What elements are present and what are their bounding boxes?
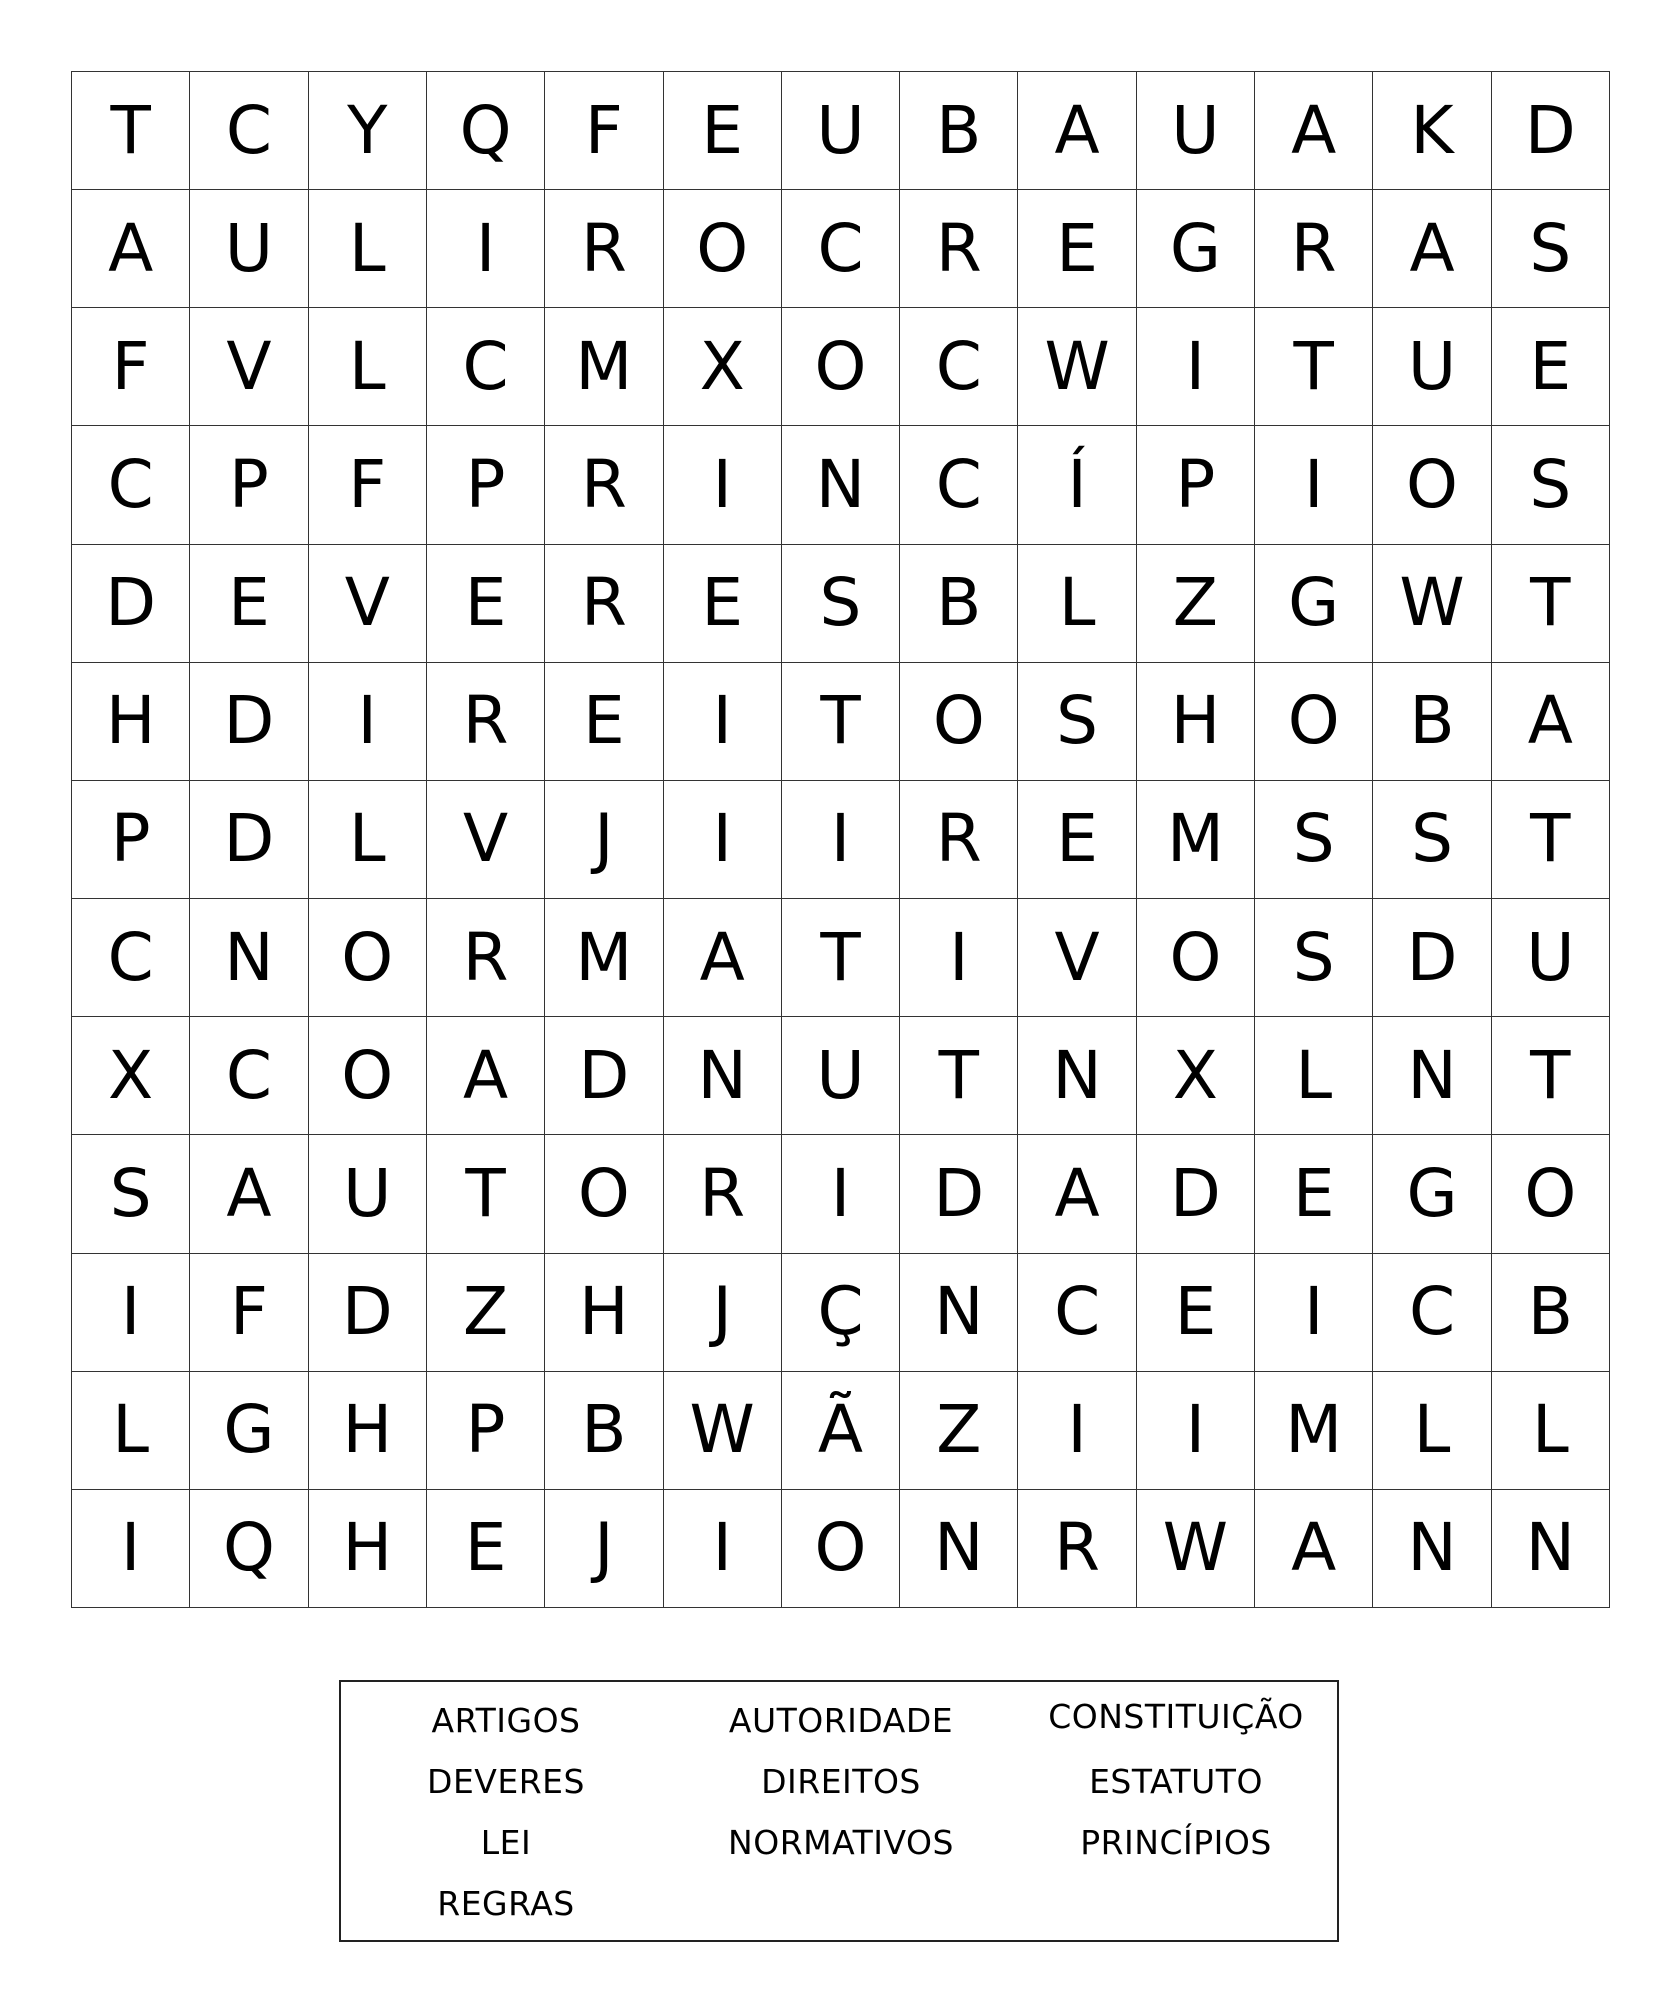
grid-cell[interactable]: R <box>427 899 545 1017</box>
grid-cell[interactable]: O <box>900 663 1018 781</box>
grid-cell[interactable]: R <box>545 190 663 308</box>
grid-cell[interactable]: I <box>427 190 545 308</box>
grid-cell[interactable]: A <box>1255 1490 1373 1608</box>
grid-cell[interactable]: A <box>190 1135 308 1253</box>
grid-cell[interactable]: Q <box>190 1490 308 1608</box>
grid-cell[interactable]: P <box>1137 426 1255 544</box>
grid-cell[interactable]: E <box>1137 1254 1255 1372</box>
grid-cell[interactable]: O <box>309 899 427 1017</box>
grid-cell[interactable]: R <box>664 1135 782 1253</box>
word-item: DIREITOS <box>761 1762 921 1801</box>
grid-cell[interactable]: T <box>1492 1017 1610 1135</box>
grid-cell[interactable]: A <box>1255 72 1373 190</box>
grid-cell[interactable]: B <box>1492 1254 1610 1372</box>
grid-cell[interactable]: U <box>190 190 308 308</box>
word-item: LEI <box>480 1823 532 1862</box>
grid-cell[interactable]: Z <box>1137 545 1255 663</box>
grid-cell[interactable]: C <box>1373 1254 1491 1372</box>
grid-cell[interactable]: Í <box>1018 426 1136 544</box>
grid-cell[interactable]: T <box>427 1135 545 1253</box>
grid-cell[interactable]: D <box>1137 1135 1255 1253</box>
grid-cell[interactable]: P <box>427 426 545 544</box>
grid-cell[interactable]: R <box>1018 1490 1136 1608</box>
grid-cell[interactable]: A <box>1492 663 1610 781</box>
grid-cell[interactable]: O <box>664 190 782 308</box>
grid-cell[interactable]: Y <box>309 72 427 190</box>
grid-cell[interactable]: U <box>1373 308 1491 426</box>
grid-cell[interactable]: B <box>1373 663 1491 781</box>
grid-cell[interactable]: E <box>664 545 782 663</box>
word-item: AUTORIDADE <box>728 1701 954 1740</box>
grid-cell[interactable]: F <box>309 426 427 544</box>
grid-cell[interactable]: E <box>545 663 663 781</box>
grid-cell[interactable]: S <box>1492 426 1610 544</box>
grid-cell[interactable]: O <box>545 1135 663 1253</box>
grid-cell[interactable]: T <box>1492 781 1610 899</box>
grid-cell[interactable]: C <box>900 308 1018 426</box>
grid-cell[interactable]: D <box>545 1017 663 1135</box>
letter-grid <box>71 71 1610 1608</box>
grid-cell[interactable]: N <box>1018 1017 1136 1135</box>
grid-cell[interactable]: P <box>72 781 190 899</box>
grid-cell[interactable]: X <box>664 308 782 426</box>
grid-cell[interactable]: O <box>782 1490 900 1608</box>
grid-cell[interactable]: J <box>545 781 663 899</box>
word-item: NORMATIVOS <box>728 1823 954 1862</box>
grid-cell[interactable]: C <box>190 1017 308 1135</box>
grid-cell[interactable]: F <box>190 1254 308 1372</box>
grid-cell[interactable]: L <box>1492 1372 1610 1490</box>
grid-cell[interactable]: C <box>1018 1254 1136 1372</box>
grid-cell[interactable]: I <box>782 1135 900 1253</box>
grid-cell[interactable]: S <box>1018 663 1136 781</box>
grid-cell[interactable]: A <box>72 190 190 308</box>
grid-cell[interactable]: N <box>190 899 308 1017</box>
grid-cell[interactable]: M <box>545 899 663 1017</box>
grid-cell[interactable]: A <box>1018 1135 1136 1253</box>
grid-cell[interactable]: N <box>900 1254 1018 1372</box>
grid-cell[interactable]: L <box>72 1372 190 1490</box>
grid-cell[interactable]: E <box>427 1490 545 1608</box>
grid-cell[interactable]: S <box>1492 190 1610 308</box>
grid-cell[interactable]: W <box>1018 308 1136 426</box>
grid-cell[interactable]: O <box>782 308 900 426</box>
grid-cell[interactable]: Q <box>427 72 545 190</box>
grid-cell[interactable]: R <box>545 545 663 663</box>
grid-cell[interactable]: H <box>72 663 190 781</box>
grid-cell[interactable]: T <box>72 72 190 190</box>
grid-cell[interactable]: I <box>782 781 900 899</box>
grid-cell[interactable]: I <box>1255 1254 1373 1372</box>
grid-cell[interactable]: H <box>309 1372 427 1490</box>
grid-cell[interactable]: D <box>190 663 308 781</box>
grid-cell[interactable]: H <box>545 1254 663 1372</box>
grid-cell[interactable]: I <box>72 1254 190 1372</box>
grid-cell[interactable]: O <box>1255 663 1373 781</box>
grid-cell[interactable]: R <box>900 781 1018 899</box>
grid-cell[interactable]: Ç <box>782 1254 900 1372</box>
grid-cell[interactable]: K <box>1373 72 1491 190</box>
grid-cell[interactable]: N <box>664 1017 782 1135</box>
grid-cell[interactable]: Z <box>427 1254 545 1372</box>
grid-cell[interactable]: T <box>1492 545 1610 663</box>
grid-cell[interactable]: E <box>1018 190 1136 308</box>
grid-cell[interactable]: L <box>1018 545 1136 663</box>
grid-cell[interactable]: A <box>1018 72 1136 190</box>
grid-cell[interactable]: Ã <box>782 1372 900 1490</box>
grid-cell[interactable]: G <box>1137 190 1255 308</box>
grid-cell[interactable]: N <box>1373 1017 1491 1135</box>
grid-cell[interactable]: J <box>545 1490 663 1608</box>
grid-cell[interactable]: C <box>782 190 900 308</box>
grid-cell[interactable]: D <box>1492 72 1610 190</box>
grid-cell[interactable]: A <box>1373 190 1491 308</box>
grid-cell[interactable]: E <box>1255 1135 1373 1253</box>
grid-cell[interactable]: C <box>427 308 545 426</box>
grid-cell[interactable]: W <box>1137 1490 1255 1608</box>
grid-cell[interactable]: C <box>190 72 308 190</box>
grid-cell[interactable]: I <box>309 663 427 781</box>
grid-cell[interactable]: G <box>190 1372 308 1490</box>
grid-cell[interactable]: A <box>427 1017 545 1135</box>
grid-cell[interactable]: N <box>1492 1490 1610 1608</box>
grid-cell[interactable]: P <box>427 1372 545 1490</box>
grid-cell[interactable]: L <box>309 308 427 426</box>
word-item: ARTIGOS <box>431 1701 581 1740</box>
grid-cell[interactable]: V <box>190 308 308 426</box>
grid-cell[interactable]: E <box>427 545 545 663</box>
grid-cell[interactable]: C <box>72 426 190 544</box>
word-list <box>339 1680 1339 1942</box>
grid-cell[interactable]: X <box>1137 1017 1255 1135</box>
grid-cell[interactable]: S <box>1373 781 1491 899</box>
grid-cell[interactable]: U <box>782 1017 900 1135</box>
grid-cell[interactable]: E <box>664 72 782 190</box>
grid-cell[interactable]: L <box>1255 1017 1373 1135</box>
grid-cell[interactable]: M <box>545 308 663 426</box>
grid-cell[interactable]: L <box>1373 1372 1491 1490</box>
grid-cell[interactable]: D <box>72 545 190 663</box>
grid-cell[interactable]: I <box>664 663 782 781</box>
grid-cell[interactable]: I <box>664 781 782 899</box>
grid-cell[interactable]: O <box>1373 426 1491 544</box>
grid-cell[interactable]: A <box>664 899 782 1017</box>
grid-cell[interactable]: L <box>309 190 427 308</box>
grid-cell[interactable]: D <box>190 781 308 899</box>
grid-cell[interactable]: I <box>72 1490 190 1608</box>
grid-cell[interactable]: M <box>1255 1372 1373 1490</box>
grid-cell[interactable]: V <box>427 781 545 899</box>
grid-cell[interactable]: N <box>900 1490 1018 1608</box>
grid-cell[interactable]: M <box>1137 781 1255 899</box>
grid-cell[interactable]: P <box>190 426 308 544</box>
grid-cell[interactable]: Z <box>900 1372 1018 1490</box>
grid-cell[interactable]: I <box>1137 1372 1255 1490</box>
grid-cell[interactable]: B <box>900 72 1018 190</box>
word-item: ESTATUTO <box>1089 1762 1263 1801</box>
grid-cell[interactable]: C <box>900 426 1018 544</box>
grid-cell[interactable]: E <box>1492 308 1610 426</box>
word-item: CONSTITUIÇÃO <box>1048 1697 1304 1736</box>
grid-cell[interactable]: B <box>545 1372 663 1490</box>
word-item: DEVERES <box>427 1762 585 1801</box>
grid-cell[interactable]: O <box>1137 899 1255 1017</box>
grid-cell[interactable]: U <box>1137 72 1255 190</box>
grid-cell[interactable]: F <box>545 72 663 190</box>
grid-cell[interactable]: O <box>1492 1135 1610 1253</box>
grid-cell[interactable]: O <box>309 1017 427 1135</box>
grid-cell[interactable]: E <box>190 545 308 663</box>
grid-cell[interactable]: T <box>782 899 900 1017</box>
grid-cell[interactable]: T <box>1255 308 1373 426</box>
word-item: PRINCÍPIOS <box>1080 1823 1272 1862</box>
grid-cell[interactable]: V <box>309 545 427 663</box>
grid-cell[interactable]: X <box>72 1017 190 1135</box>
grid-cell[interactable]: T <box>782 663 900 781</box>
grid-cell[interactable]: R <box>900 190 1018 308</box>
grid-cell[interactable]: D <box>309 1254 427 1372</box>
grid-cell[interactable]: T <box>900 1017 1018 1135</box>
grid-cell[interactable]: C <box>72 899 190 1017</box>
grid-cell[interactable]: D <box>900 1135 1018 1253</box>
grid-cell[interactable]: H <box>309 1490 427 1608</box>
grid-cell[interactable]: G <box>1255 545 1373 663</box>
grid-cell[interactable]: S <box>72 1135 190 1253</box>
grid-cell[interactable]: S <box>1255 899 1373 1017</box>
grid-cell[interactable]: S <box>1255 781 1373 899</box>
grid-cell[interactable]: B <box>900 545 1018 663</box>
grid-cell[interactable]: N <box>782 426 900 544</box>
grid-cell[interactable]: W <box>664 1372 782 1490</box>
grid-cell[interactable]: E <box>1018 781 1136 899</box>
grid-cell[interactable]: R <box>1255 190 1373 308</box>
grid-cell[interactable]: G <box>1373 1135 1491 1253</box>
grid-cell[interactable]: L <box>309 781 427 899</box>
grid-cell[interactable]: F <box>72 308 190 426</box>
grid-cell[interactable]: I <box>664 426 782 544</box>
grid-cell[interactable]: J <box>664 1254 782 1372</box>
grid-cell[interactable]: I <box>1018 1372 1136 1490</box>
grid-cell[interactable]: I <box>1137 308 1255 426</box>
grid-cell[interactable]: I <box>900 899 1018 1017</box>
word-item: REGRAS <box>437 1884 575 1923</box>
grid-cell[interactable]: N <box>1373 1490 1491 1608</box>
grid-cell[interactable]: D <box>1373 899 1491 1017</box>
grid-cell[interactable]: U <box>1492 899 1610 1017</box>
grid-cell[interactable]: R <box>427 663 545 781</box>
grid-cell[interactable]: U <box>309 1135 427 1253</box>
grid-cell[interactable]: I <box>1255 426 1373 544</box>
grid-cell[interactable]: H <box>1137 663 1255 781</box>
grid-cell[interactable]: S <box>782 545 900 663</box>
grid-cell[interactable]: V <box>1018 899 1136 1017</box>
grid-cell[interactable]: U <box>782 72 900 190</box>
grid-cell[interactable]: I <box>664 1490 782 1608</box>
grid-cell[interactable]: R <box>545 426 663 544</box>
grid-cell[interactable]: W <box>1373 545 1491 663</box>
